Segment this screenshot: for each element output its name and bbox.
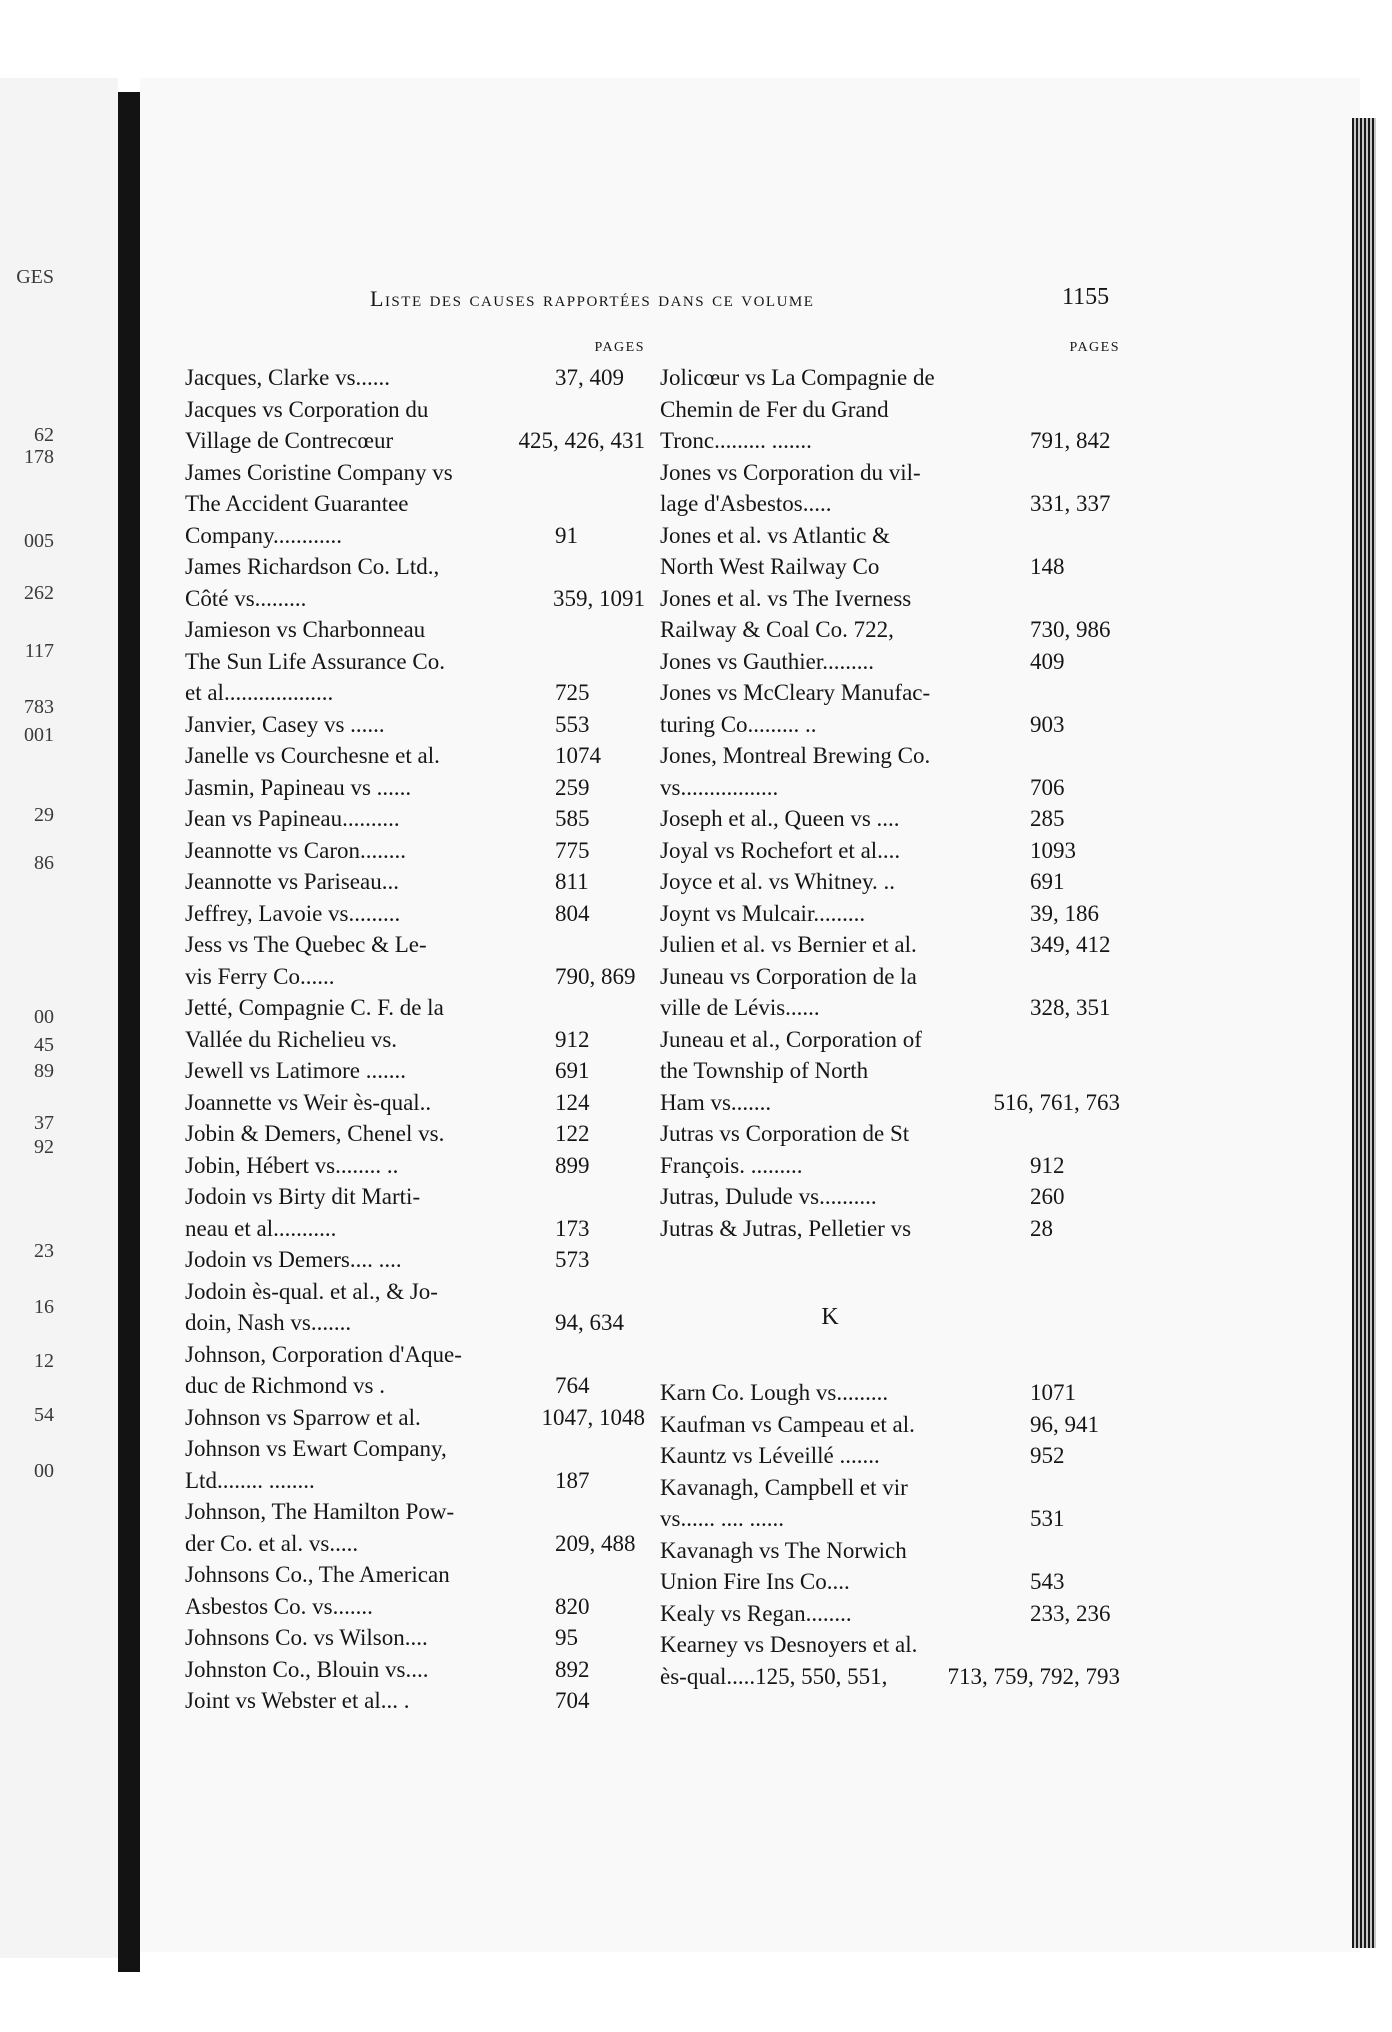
index-entry: Kavanagh vs The Norwich 543 Union Fire Ins Co.... [660, 1535, 1120, 1598]
entry-line: Juneau et al., Corporation of [660, 1026, 922, 1052]
index-entry: 124 Joannette vs Weir ès-qual.. [185, 1087, 645, 1119]
index-entry: 952 Kauntz vs Léveillé ....... [660, 1440, 1120, 1472]
index-entry: Kavanagh, Campbell et vir 531 vs...... .... ...... [660, 1472, 1120, 1535]
entry-line: Ham vs....... [660, 1089, 772, 1115]
entry-line: the Township of North [660, 1058, 869, 1083]
entry-line: Asbestos Co. vs....... [185, 1593, 373, 1619]
entry-line: Jones et al. vs The Iverness [660, 585, 912, 611]
entry-line: Johnson, The Hamilton Pow- [185, 1499, 455, 1524]
entry-line: Janvier, Casey vs ...... [185, 711, 385, 737]
index-entry [185, 1402, 645, 1434]
entry-line: Janelle vs Courchesne et al. [185, 743, 440, 768]
entry-line: North West Railway Co [660, 554, 880, 579]
index-entry: The Sun Life Assurance Co. 725 et al................... [185, 646, 645, 709]
entry-line: Joannette vs Weir ès-qual.. [185, 1089, 432, 1115]
entry-line: duc de Richmond vs . [185, 1373, 385, 1398]
facing-page [0, 78, 118, 1958]
index-entry: 233, 236 Kealy vs Regan........ [660, 1598, 1120, 1630]
margin-fragment: 16 [34, 1296, 54, 1318]
entry-line: Village de Contrecœur [185, 428, 394, 453]
margin-fragment: 29 [34, 804, 54, 826]
entry-line: Ltd........ ........ [185, 1467, 315, 1493]
margin-fragment: 262 [24, 582, 54, 604]
index-entry: Jones et al. vs Atlantic & 148 North West Railway Co [660, 520, 1120, 583]
entry-line: The Accident Guarantee [185, 491, 409, 516]
entry-line: vs................. [660, 774, 779, 800]
entry-line: Jutras, Dulude vs.......... [660, 1184, 877, 1209]
margin-fragment: 00 [34, 1460, 54, 1482]
index-entry: 37, 409 Jacques, Clarke vs...... [185, 362, 645, 394]
index-column-left [185, 340, 645, 1717]
index-entry: 775 Jeannotte vs Caron........ [185, 835, 645, 867]
pages-label: PAGES [1069, 340, 1120, 355]
index-entry: Jetté, Compagnie C. F. de la 912 Vallée du Richelieu vs. [185, 992, 645, 1055]
index-entry: 96, 941 Kaufman vs Campeau et al. [660, 1409, 1120, 1441]
entry-line: Jodoin vs Demers.... .... [185, 1247, 402, 1272]
entry-line: Jones, Montreal Brewing Co. [660, 743, 931, 768]
index-entry: Jones vs McCleary Manufac- 903 turing Co......... .. [660, 677, 1120, 740]
index-entry: 899 Jobin, Hébert vs........ .. [185, 1150, 645, 1182]
entry-line: Jewell vs Latimore ....... [185, 1058, 407, 1083]
index-entry [660, 1024, 1120, 1119]
entry-line: Jeffrey, Lavoie vs......... [185, 900, 401, 926]
entry-line: François. ......... [660, 1152, 803, 1178]
entry-pages: 425, 426, 431 [518, 428, 645, 453]
entry-line: Union Fire Ins Co.... [660, 1569, 850, 1594]
index-entry: Johnson, Corporation d'Aque- 764 duc de Richmond vs . [185, 1339, 645, 1402]
margin-fragment: 45 [34, 1034, 54, 1056]
entry-line: Jutras & Jutras, Pelletier vs [660, 1215, 912, 1241]
index-column-right [660, 340, 1120, 1692]
index-entry: Johnsons Co., The American 820 Asbestos Co. vs....... [185, 1559, 645, 1622]
entry-pages: 1047, 1048 [541, 1404, 645, 1430]
index-entry: 573 Jodoin vs Demers.... .... [185, 1244, 645, 1276]
margin-fragment: 62 [34, 424, 54, 446]
entry-line: lage d'Asbestos..... [660, 491, 832, 516]
entry-line: Jacques, Clarke vs...... [185, 365, 391, 390]
entry-line: Joint vs Webster et al... . [185, 1688, 410, 1713]
entry-line: Jobin, Hébert vs........ .. [185, 1152, 399, 1178]
entry-line: Johnson vs Sparrow et al. [185, 1404, 421, 1430]
entry-line: Jess vs The Quebec & Le- [185, 932, 427, 957]
entry-line: Johnson, Corporation d'Aque- [185, 1341, 462, 1367]
entry-line: James Coristine Company vs [185, 459, 453, 485]
entry-line: Company............ [185, 522, 342, 548]
entry-list [185, 362, 645, 1717]
entry-line: Jones et al. vs Atlantic & [660, 522, 890, 548]
index-entry: 39, 186 Joynt vs Mulcair......... [660, 898, 1120, 930]
index-entry: James Coristine Company vs The Accident Guarantee 91 Company............ [185, 457, 645, 552]
index-entry [185, 551, 645, 614]
entry-line: ès-qual.....125, 550, 551, [660, 1663, 888, 1689]
index-entry: Jutras vs Corporation de St 912 François. ......... [660, 1118, 1120, 1181]
index-entry: Jones et al. vs The Iverness 730, 986 Railway & Coal Co. 722, [660, 583, 1120, 646]
index-entry: Juneau vs Corporation de la 328, 351 ville de Lévis...... [660, 961, 1120, 1024]
entry-line: Jasmin, Papineau vs ...... [185, 774, 412, 800]
index-entry: 1071 Karn Co. Lough vs......... [660, 1377, 1120, 1409]
entry-line: Jeannotte vs Pariseau... [185, 869, 399, 894]
index-entry [185, 394, 645, 457]
index-entry: 409 Jones vs Gauthier......... [660, 646, 1120, 678]
entry-line: Kavanagh vs The Norwich [660, 1537, 907, 1563]
pages-label: PAGES [594, 340, 645, 355]
index-entry: Jess vs The Quebec & Le- 790, 869 vis Ferry Co...... [185, 929, 645, 992]
running-title: Liste des causes rapportées dans ce volume [370, 286, 815, 311]
entry-line: Kauntz vs Léveillé ....... [660, 1443, 880, 1468]
entry-line: Vallée du Richelieu vs. [185, 1026, 398, 1052]
index-entry: 259 Jasmin, Papineau vs ...... [185, 772, 645, 804]
index-entry: 704 Joint vs Webster et al... . [185, 1685, 645, 1717]
entry-pages: 359, 1091 [553, 585, 645, 611]
margin-fragment: 783 [24, 696, 54, 718]
margin-fragment: 00 [34, 1006, 54, 1028]
entry-line: Joseph et al., Queen vs .... [660, 806, 900, 831]
entry-line: vis Ferry Co...... [185, 963, 335, 989]
margin-fragment: 37 [34, 1112, 54, 1134]
entry-line: Jolicœur vs La Compagnie de [660, 365, 935, 390]
entry-list [660, 362, 1120, 1244]
index-entry: 95 Johnsons Co. vs Wilson.... [185, 1622, 645, 1654]
index-entry: Jones vs Corporation du vil- 331, 337 lage d'Asbestos..... [660, 457, 1120, 520]
entry-line: Jeannotte vs Caron........ [185, 837, 407, 863]
entry-line: Railway & Coal Co. 722, [660, 617, 894, 642]
entry-line: The Sun Life Assurance Co. [185, 648, 445, 674]
entry-line: Jacques vs Corporation du [185, 396, 429, 422]
entry-line: Tronc......... ....... [660, 428, 812, 453]
index-entry: Jones, Montreal Brewing Co. 706 vs................. [660, 740, 1120, 803]
entry-line: turing Co......... .. [660, 711, 817, 737]
index-entry [185, 614, 645, 646]
index-entry: Jodoin vs Birty dit Marti- 173 neau et al........... [185, 1181, 645, 1244]
index-entry [660, 1629, 1120, 1692]
entry-line: neau et al........... [185, 1215, 337, 1241]
index-entry: Jodoin ès-qual. et al., & Jo- 94, 634 doin, Nash vs....... [185, 1276, 645, 1339]
entry-line: Chemin de Fer du Grand [660, 396, 889, 422]
book-gutter [118, 92, 140, 1972]
entry-line: Jetté, Compagnie C. F. de la [185, 995, 444, 1020]
index-entry: Jolicœur vs La Compagnie de Chemin de Fer du Grand 791, 842 Tronc......... ....... [660, 362, 1120, 457]
margin-fragment: 005 [24, 530, 54, 552]
entry-line: Jodoin vs Birty dit Marti- [185, 1184, 421, 1209]
entry-line: Julien et al. vs Bernier et al. [660, 932, 917, 957]
entry-list [660, 1377, 1120, 1692]
index-entry: 691 Joyce et al. vs Whitney. .. [660, 866, 1120, 898]
entry-line: Jones vs Corporation du vil- [660, 459, 921, 485]
margin-fragment: 54 [34, 1404, 54, 1426]
entry-line: Johnson vs Ewart Company, [185, 1436, 447, 1461]
entry-pages: 516, 761, 763 [993, 1089, 1120, 1115]
index-entry: 804 Jeffrey, Lavoie vs......... [185, 898, 645, 930]
entry-line: Johnsons Co. vs Wilson.... [185, 1625, 428, 1650]
entry-line: Joynt vs Mulcair......... [660, 900, 866, 926]
margin-fragment: 117 [24, 640, 54, 662]
index-entry: Johnson vs Ewart Company, 187 Ltd........ ........ [185, 1433, 645, 1496]
entry-line: Kavanagh, Campbell et vir [660, 1474, 908, 1500]
margin-fragment: GES [16, 266, 54, 288]
entry-line: vs...... .... ...... [660, 1506, 784, 1531]
entry-line: Jodoin ès-qual. et al., & Jo- [185, 1278, 438, 1304]
entry-line: Jutras vs Corporation de St [660, 1121, 910, 1146]
entry-line: Johnston Co., Blouin vs.... [185, 1656, 429, 1682]
entry-line: Jones vs Gauthier......... [660, 648, 875, 674]
entry-line: Côté vs......... [185, 585, 307, 611]
margin-fragment: 89 [34, 1060, 54, 1082]
entry-line: Juneau vs Corporation de la [660, 963, 917, 989]
margin-fragment: 92 [34, 1136, 54, 1158]
entry-line: Johnsons Co., The American [185, 1562, 450, 1587]
entry-line: Kaufman vs Campeau et al. [660, 1411, 915, 1437]
page-edges [1352, 118, 1376, 1948]
entry-line: Jamieson vs Charbonneau [185, 617, 426, 642]
index-entry: 1074 Janelle vs Courchesne et al. [185, 740, 645, 772]
entry-line: Jean vs Papineau.......... [185, 806, 400, 831]
entry-line: Joyal vs Rochefort et al.... [660, 837, 901, 863]
index-entry: 553 Janvier, Casey vs ...... [185, 709, 645, 741]
index-entry: 1093 Joyal vs Rochefort et al.... [660, 835, 1120, 867]
index-entry: Johnson, The Hamilton Pow- 209, 488 der Co. et al. vs..... [185, 1496, 645, 1559]
index-entry: 811 Jeannotte vs Pariseau... [185, 866, 645, 898]
entry-line: ville de Lévis...... [660, 995, 820, 1020]
entry-line: Kealy vs Regan........ [660, 1600, 852, 1626]
index-entry: 892 Johnston Co., Blouin vs.... [185, 1654, 645, 1686]
entry-line: Jones vs McCleary Manufac- [660, 680, 931, 705]
entry-pages: 713, 759, 792, 793 [947, 1663, 1120, 1689]
index-entry: 285 Joseph et al., Queen vs .... [660, 803, 1120, 835]
index-entry: 260 Jutras, Dulude vs.......... [660, 1181, 1120, 1213]
section-letter-k: K [821, 1304, 839, 1330]
entry-line: et al................... [185, 680, 334, 705]
margin-fragment: 12 [34, 1350, 54, 1372]
index-entry: 691 Jewell vs Latimore ....... [185, 1055, 645, 1087]
margin-fragment: 001 [24, 724, 54, 746]
entry-line: Karn Co. Lough vs......... [660, 1380, 889, 1405]
page-number: 1155 [1062, 284, 1110, 310]
entry-line: James Richardson Co. Ltd., [185, 554, 440, 579]
margin-fragment: 23 [34, 1240, 54, 1262]
entry-line: der Co. et al. vs..... [185, 1530, 359, 1556]
entry-line: Kearney vs Desnoyers et al. [660, 1632, 918, 1657]
margin-fragment: 178 [24, 446, 54, 468]
index-entry: 349, 412 Julien et al. vs Bernier et al. [660, 929, 1120, 961]
index-entry: 585 Jean vs Papineau.......... [185, 803, 645, 835]
entry-line: Jobin & Demers, Chenel vs. [185, 1121, 445, 1146]
margin-fragment: 86 [34, 852, 54, 874]
entry-line: Joyce et al. vs Whitney. .. [660, 869, 896, 894]
entry-line: doin, Nash vs....... [185, 1310, 352, 1335]
index-entry: 122 Jobin & Demers, Chenel vs. [185, 1118, 645, 1150]
index-entry: 28 Jutras & Jutras, Pelletier vs [660, 1213, 1120, 1245]
